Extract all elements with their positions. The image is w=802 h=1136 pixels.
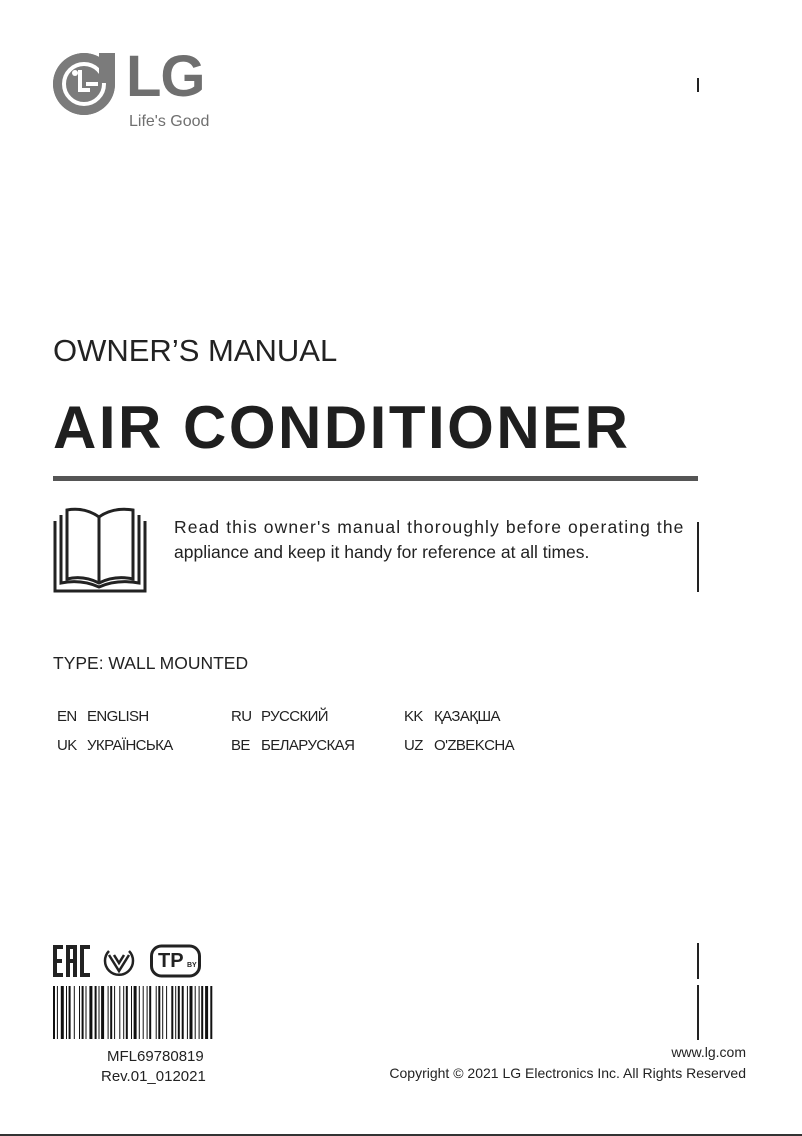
language-name: ENGLISH	[87, 708, 149, 725]
language-name: O'ZBEKCHA	[434, 737, 514, 754]
language-name: ҚАЗАҚША	[434, 708, 500, 725]
part-number: MFL69780819	[107, 1048, 204, 1065]
barcode-bar	[210, 986, 212, 1039]
barcode-bar	[143, 986, 144, 1039]
tp-mark-letters: TP	[158, 950, 184, 972]
barcode-bar	[66, 986, 67, 1039]
barcode-bar	[74, 986, 75, 1039]
crop-mark	[697, 943, 699, 979]
barcode-bar	[57, 986, 58, 1039]
barcode-bar	[69, 986, 71, 1039]
eac-mark-icon	[53, 943, 91, 984]
product-type: TYPE: WALL MOUNTED	[53, 653, 249, 673]
document-subtitle: OWNER’S MANUAL	[53, 333, 338, 368]
open-book-icon	[53, 507, 147, 598]
barcode-bar	[89, 986, 92, 1039]
language-code: BE	[231, 737, 250, 754]
barcode-bar	[178, 986, 180, 1039]
reading-notice	[174, 515, 704, 565]
barcode-bar	[126, 986, 128, 1039]
barcode-bar	[139, 986, 140, 1039]
language-entry	[404, 709, 500, 724]
document-title: AIR CONDITIONER	[53, 394, 631, 461]
language-code: KK	[404, 708, 423, 725]
barcode-bar	[158, 986, 160, 1039]
notice-line-2: appliance and keep it handy for reference at all times.	[174, 542, 590, 562]
website-link[interactable]: www.lg.com	[671, 1044, 746, 1060]
barcode-bar	[95, 986, 97, 1039]
language-code: UK	[57, 737, 77, 754]
barcode-bar	[82, 986, 84, 1039]
barcode-bar	[134, 986, 137, 1039]
barcode-bar	[182, 986, 184, 1039]
barcode-bar	[53, 986, 55, 1039]
lg-wordmark: LG	[126, 44, 205, 109]
language-entry	[231, 738, 354, 753]
tp-by-mark-icon	[150, 943, 202, 984]
barcode-bar	[149, 986, 151, 1039]
language-name: УКРАЇНСЬКА	[87, 737, 173, 754]
crop-mark	[697, 78, 699, 92]
tp-mark-sub: BY	[187, 962, 197, 969]
barcode-bar	[175, 986, 176, 1039]
barcode-bar	[101, 986, 104, 1039]
revision-code: Rev.01_012021	[101, 1068, 206, 1085]
ukrsepro-mark-icon	[101, 943, 137, 984]
barcode-bar	[166, 986, 167, 1039]
language-code: UZ	[404, 737, 423, 754]
language-code: RU	[231, 708, 252, 725]
barcode-bar	[199, 986, 200, 1039]
title-divider	[53, 476, 698, 481]
language-name: БЕЛАРУСКАЯ	[261, 737, 355, 754]
barcode-bar	[131, 986, 132, 1039]
barcode-bar	[162, 986, 163, 1039]
language-name: РУССКИЙ	[261, 708, 328, 725]
barcode-bar	[187, 986, 188, 1039]
notice-line-1: Read this owner's manual thoroughly before operating the	[174, 517, 685, 537]
barcode-bar	[108, 986, 109, 1039]
brand-tagline: Life's Good	[129, 113, 210, 130]
barcode-bar	[195, 986, 196, 1039]
barcode-bar	[201, 986, 203, 1039]
barcode-bar	[99, 986, 100, 1039]
barcode-bar	[79, 986, 80, 1039]
barcode-bar	[86, 986, 87, 1039]
barcode-bar	[110, 986, 112, 1039]
barcode-bar	[205, 986, 208, 1039]
barcode-bar	[61, 986, 64, 1039]
barcode-bar	[156, 986, 157, 1039]
lg-logo-icon	[53, 53, 115, 115]
crop-mark	[697, 985, 699, 1040]
barcode-bar	[123, 986, 124, 1039]
language-code: EN	[57, 708, 77, 725]
language-entry	[231, 709, 328, 724]
barcode-bar	[171, 986, 173, 1039]
language-entry	[57, 709, 149, 724]
barcode-bar	[119, 986, 120, 1039]
copyright-notice: Copyright © 2021 LG Electronics Inc. All Rights Reserved	[389, 1065, 746, 1081]
barcode-bar	[147, 986, 148, 1039]
language-entry	[404, 738, 514, 753]
language-entry	[57, 738, 173, 753]
barcode	[53, 986, 261, 1039]
barcode-bar	[114, 986, 115, 1039]
barcode-bar	[190, 986, 193, 1039]
